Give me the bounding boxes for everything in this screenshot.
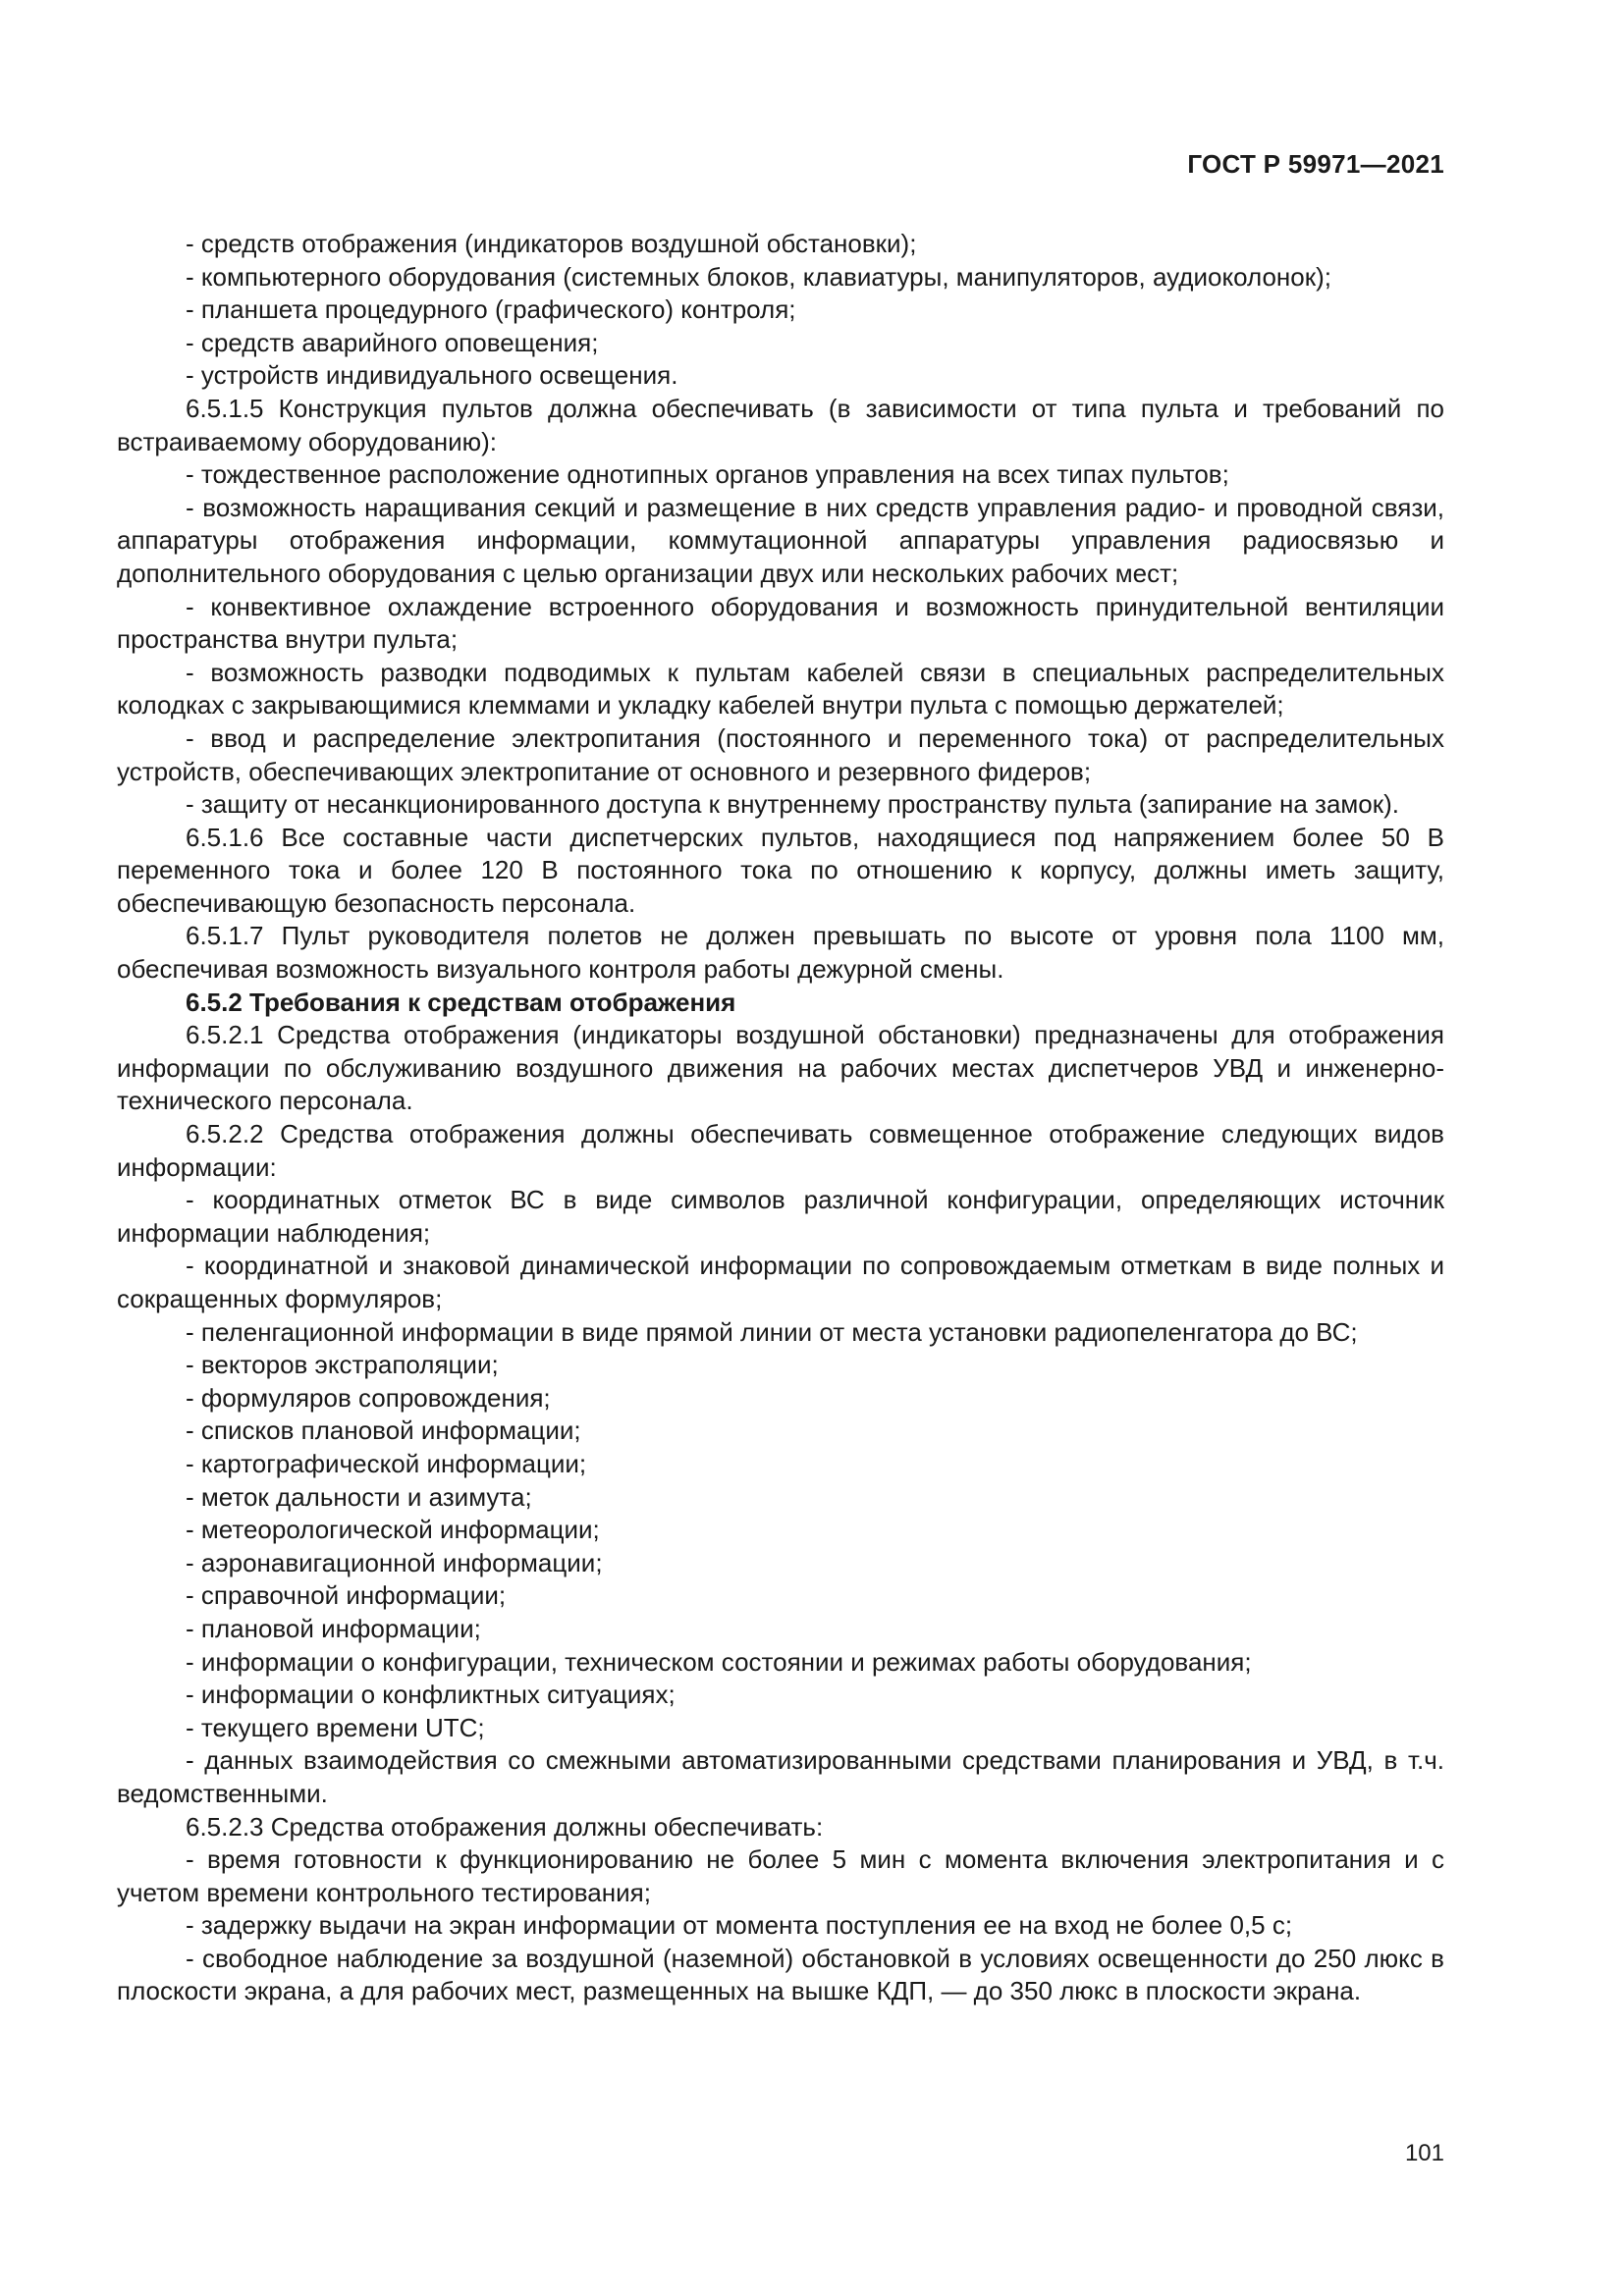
list-item: - формуляров сопровождения; [186,1382,551,1413]
list-item: - координатной и знаковой динамической информации по сопровождаемым отметкам в виде полных и сокращенных формуляров; [117,1251,1444,1313]
list-item: - информации о конфликтных ситуациях; [186,1680,676,1710]
list-item: - задержку выдачи на экран информации от момента поступления ее на вход не более 0,5 с; [186,1910,1293,1941]
paragraph: 6.5.2.1 Средства отображения (индикаторы воздушной обстановки) предназначены для отображения информации по обслуживанию воздушного движения на рабочих местах диспетчеров УВД и инженерно-технического персонала. [117,1020,1444,1116]
list-item: - плановой информации; [186,1613,481,1643]
document-number: ГОСТ Р 59971—2021 [1187,149,1444,179]
page-number: 101 [1404,2140,1444,2166]
list-item: - справочной информации; [186,1580,507,1611]
list-item: - меток дальности и азимута; [186,1481,532,1512]
section-heading: 6.5.2 Требования к средствам отображения [186,987,736,1017]
list-item: - возможность разводки подводимых к пультам кабелей связи в специальных распределительных колодках с закрывающимися клеммами и укладку кабелей внутри пульта с помощью держателей; [117,657,1444,721]
list-item: - текущего времени UTC; [186,1712,485,1742]
list-item: - координатных отметок ВС в виде символов различной конфигурации, определяющих источник информации наблюдения; [117,1185,1444,1248]
document-body [117,228,1444,2008]
list-item: - компьютерного оборудования (системных блоков, клавиатуры, манипуляторов, аудиоколонок); [186,261,1332,292]
paragraph: 6.5.1.5 Конструкция пультов должна обеспечивать (в зависимости от типа пульта и требований по встраиваемому оборудованию): [117,393,1444,456]
list-item: - защиту от несанкционированного доступа к внутреннему пространству пульта (запирание на замок). [186,789,1400,820]
list-item: - конвективное охлаждение встроенного оборудования и возможность принудительной вентиляции пространства внутри пульта; [117,591,1444,655]
list-item: - информации о конфигурации, техническом состоянии и режимах работы оборудования; [186,1646,1252,1677]
list-item: - свободное наблюдение за воздушной (наземной) обстановкой в условиях освещенности до 250 люкс в плоскости экрана, а для рабочих мест, размещенных на вышке КДП, — до 350 люкс в плоскости экрана. [117,1943,1444,2006]
list-item: - тождественное расположение однотипных органов управления на всех типах пультов; [186,459,1229,490]
list-item: - ввод и распределение электропитания (постоянного и переменного тока) от распределительных устройств, обеспечивающих электропитание от основного и резервного фидеров; [117,722,1444,786]
list-item: - данных взаимодействия со смежными автоматизированными средствами планирования и УВД, в т.ч. ведомственными. [117,1745,1444,1808]
list-item: - время готовности к функционированию не более 5 мин с момента включения электропитания и с учетом времени контрольного тестирования; [117,1844,1444,1907]
list-item: - картографической информации; [186,1448,587,1478]
list-item: - устройств индивидуального освещения. [186,360,678,391]
paragraph: 6.5.2.2 Средства отображения должны обеспечивать совмещенное отображение следующих видов информации: [117,1119,1444,1182]
paragraph: 6.5.2.3 Средства отображения должны обеспечивать: [186,1811,824,1842]
list-item: - аэронавигационной информации; [186,1547,603,1577]
list-item: - планшета процедурного (графического) контроля; [186,294,796,325]
list-item: - списков плановой информации; [186,1415,581,1446]
list-item: - возможность наращивания секций и размещение в них средств управления радио- и проводной связи, аппаратуры отображения информации, коммутационной аппаратуры управления радиосвязью и дополнительного оборудования с целью организации двух или нескольких рабочих мест; [117,492,1444,588]
paragraph: 6.5.1.6 Все составные части диспетчерских пультов, находящиеся под напряжением более 50 В переменного тока и более 120 В постоянного тока по отношению к корпусу, должны иметь защиту, обеспечивающую безопасность персонала. [117,822,1444,918]
list-item: - пеленгационной информации в виде прямой линии от места установки радиопеленгатора до ВС; [186,1316,1358,1347]
list-item: - средств отображения (индикаторов воздушной обстановки); [186,229,917,258]
list-item: - средств аварийного оповещения; [186,327,599,357]
paragraph: 6.5.1.7 Пульт руководителя полетов не должен превышать по высоте от уровня пола 1100 мм, обеспечивая возможность визуального контроля работы дежурной смены. [117,921,1444,985]
list-item: - векторов экстраполяции; [186,1350,499,1380]
list-item: - метеорологической информации; [186,1515,600,1545]
